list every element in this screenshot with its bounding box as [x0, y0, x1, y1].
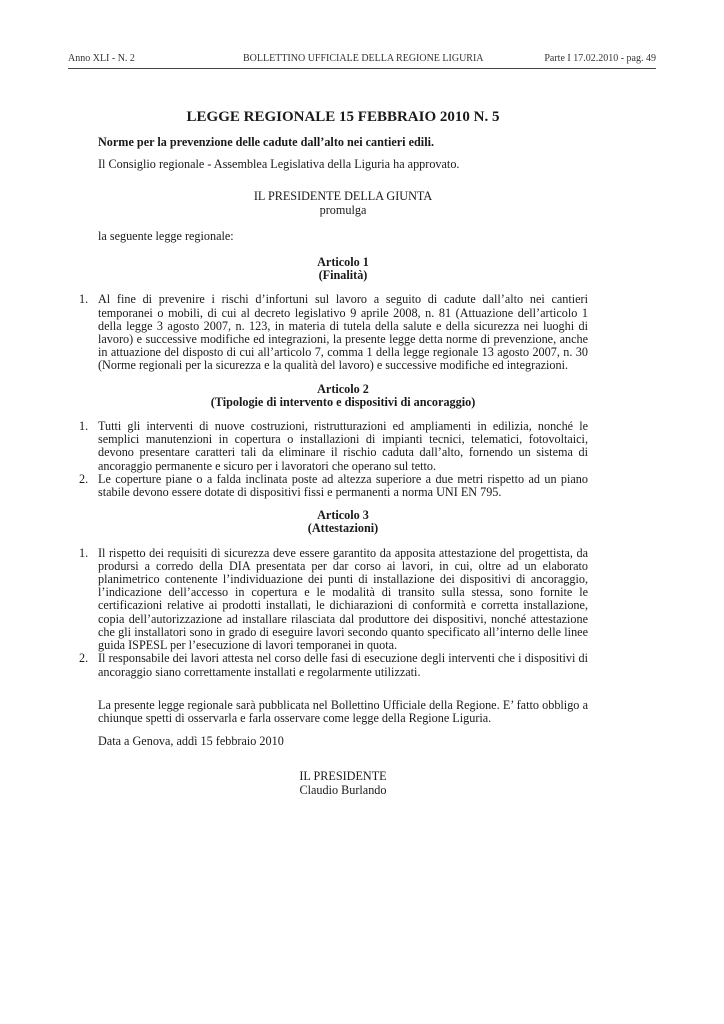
date-place-line: Data a Genova, addì 15 febbraio 2010 — [98, 734, 284, 749]
article-1-clauses — [79, 292, 588, 373]
article-2-number: Articolo 2 — [317, 381, 369, 396]
running-header — [68, 53, 656, 69]
article-1-title: (Finalità) — [318, 268, 368, 283]
promulga-word: promulga — [319, 202, 367, 217]
clause-number: 1. — [79, 545, 89, 560]
header-publication: BOLLETTINO UFFICIALE DELLA REGIONE LIGURIA — [243, 53, 484, 64]
article-2-title: (Tipologie di intervento e dispositivi di ancoraggio) — [210, 394, 476, 409]
article-3-clauses — [79, 545, 588, 679]
clause-number: 1. — [79, 419, 89, 434]
clause-text: Il rispetto dei requisiti di sicurezza deve essere garantito da apposita attestazione del progettista, da prodursi a corredo della DIA presentata per dar corso ai lavori, in cui, oltre ad un elaborato planimetrico contenente l’individuazione dei punti di installazione dei dispositivi di ancoraggio, l’indicazione dell’accesso in copertura e le modalità di transito sulla stessa, sono fornite le certificazioni relative ai prodotti installati, le dichiarazioni di conformità e corretta installazione, copia dell’autorizzazione ad installare rilasciata dal produttore dei dispositivi, nonché attestazione che gli installatori sono in grado di eseguire lavori secondo quanto specificato all’interno delle linee guida ISPESL per l’esecuzione di lavori temporanei in quota. — [98, 545, 588, 653]
clause-number: 2. — [79, 651, 89, 666]
article-1-number: Articolo 1 — [317, 255, 369, 270]
article-2-clause-2 — [79, 473, 588, 499]
article-2-clause-1 — [79, 420, 588, 473]
article-3-number: Articolo 3 — [317, 508, 369, 523]
header-divider — [68, 68, 656, 69]
signature-name: Claudio Burlando — [299, 782, 387, 797]
law-title: LEGGE REGIONALE 15 FEBBRAIO 2010 N. 5 — [186, 109, 500, 125]
article-3-title: (Attestazioni) — [307, 521, 379, 536]
article-1-heading — [98, 256, 588, 282]
clause-number: 2. — [79, 471, 89, 486]
approval-statement: Il Consiglio regionale - Assemblea Legislativa della Liguria ha approvato. — [98, 157, 460, 172]
law-intro: la seguente legge regionale: — [98, 228, 234, 243]
publication-clause: La presente legge regionale sarà pubblicata nel Bollettino Ufficiale della Regione. E’ fatto obbligo a chiunque spetti di osservarla e farla osservare come legge della Regione Liguria. — [98, 697, 588, 725]
signature-block — [98, 770, 588, 796]
clause-number: 1. — [79, 292, 89, 307]
signature-title: IL PRESIDENTE — [299, 769, 387, 784]
header-page-ref: Parte I 17.02.2010 - pag. 49 — [544, 53, 656, 64]
header-issue: Anno XLI - N. 2 — [68, 53, 135, 64]
promulgation-block — [98, 190, 588, 216]
article-2-heading — [98, 383, 588, 409]
law-body — [79, 108, 588, 797]
clause-text: Le coperture piane o a falda inclinata poste ad altezza superiore a due metri rispetto ad un piano stabile devono essere dotate di dispositivi fissi e permanenti a norma UNI EN 795. — [98, 471, 588, 500]
president-of-council-line: IL PRESIDENTE DELLA GIUNTA — [253, 189, 433, 204]
article-3-heading — [98, 509, 588, 535]
clause-text: Tutti gli interventi di nuove costruzioni, ristrutturazioni ed ampliamenti in edilizia, nonché le semplici manutenzioni in copertura o installazioni di impianti tecnici, telematici, fotovoltaici, devono presentare caratteri tali da eliminare il rischio caduta dall’alto, fornendo un sistema di ancoraggio permanente e sicuro per i lavoratori che operano sul tetto. — [98, 419, 588, 473]
law-subtitle: Norme per la prevenzione delle cadute dall’alto nei cantieri edili. — [98, 135, 435, 149]
clause-text: Al fine di prevenire i rischi d’infortuni sul lavoro a seguito di cadute dall’alto nei cantieri temporanei o mobili, di cui al decreto legislativo 9 aprile 2008, n. 81 (Attuazione dell’articolo 1 della legge 3 agosto 2007, n. 123, in materia di tutela della salute e della sicurezza nei luoghi di lavoro) e successive modifiche ed integrazioni, la presente legge detta norme di prevenzione, anche in attuazione del disposto di cui all’articolo 7, comma 1 della legge regionale 13 agosto 2007, n. 30 (Norme regionali per la sicurezza e la qualità del lavoro) e successive modifiche ed integrazioni. — [98, 292, 588, 373]
article-2-clauses — [79, 419, 588, 500]
clause-text: Il responsabile dei lavori attesta nel corso delle fasi di esecuzione degli interventi che i dispositivi di ancoraggio siano correttamente installati e regolarmente utilizzati. — [98, 651, 588, 679]
article-3-clause-1 — [79, 547, 588, 653]
article-3-clause-2 — [79, 652, 588, 678]
article-1-clause-1 — [79, 293, 588, 372]
